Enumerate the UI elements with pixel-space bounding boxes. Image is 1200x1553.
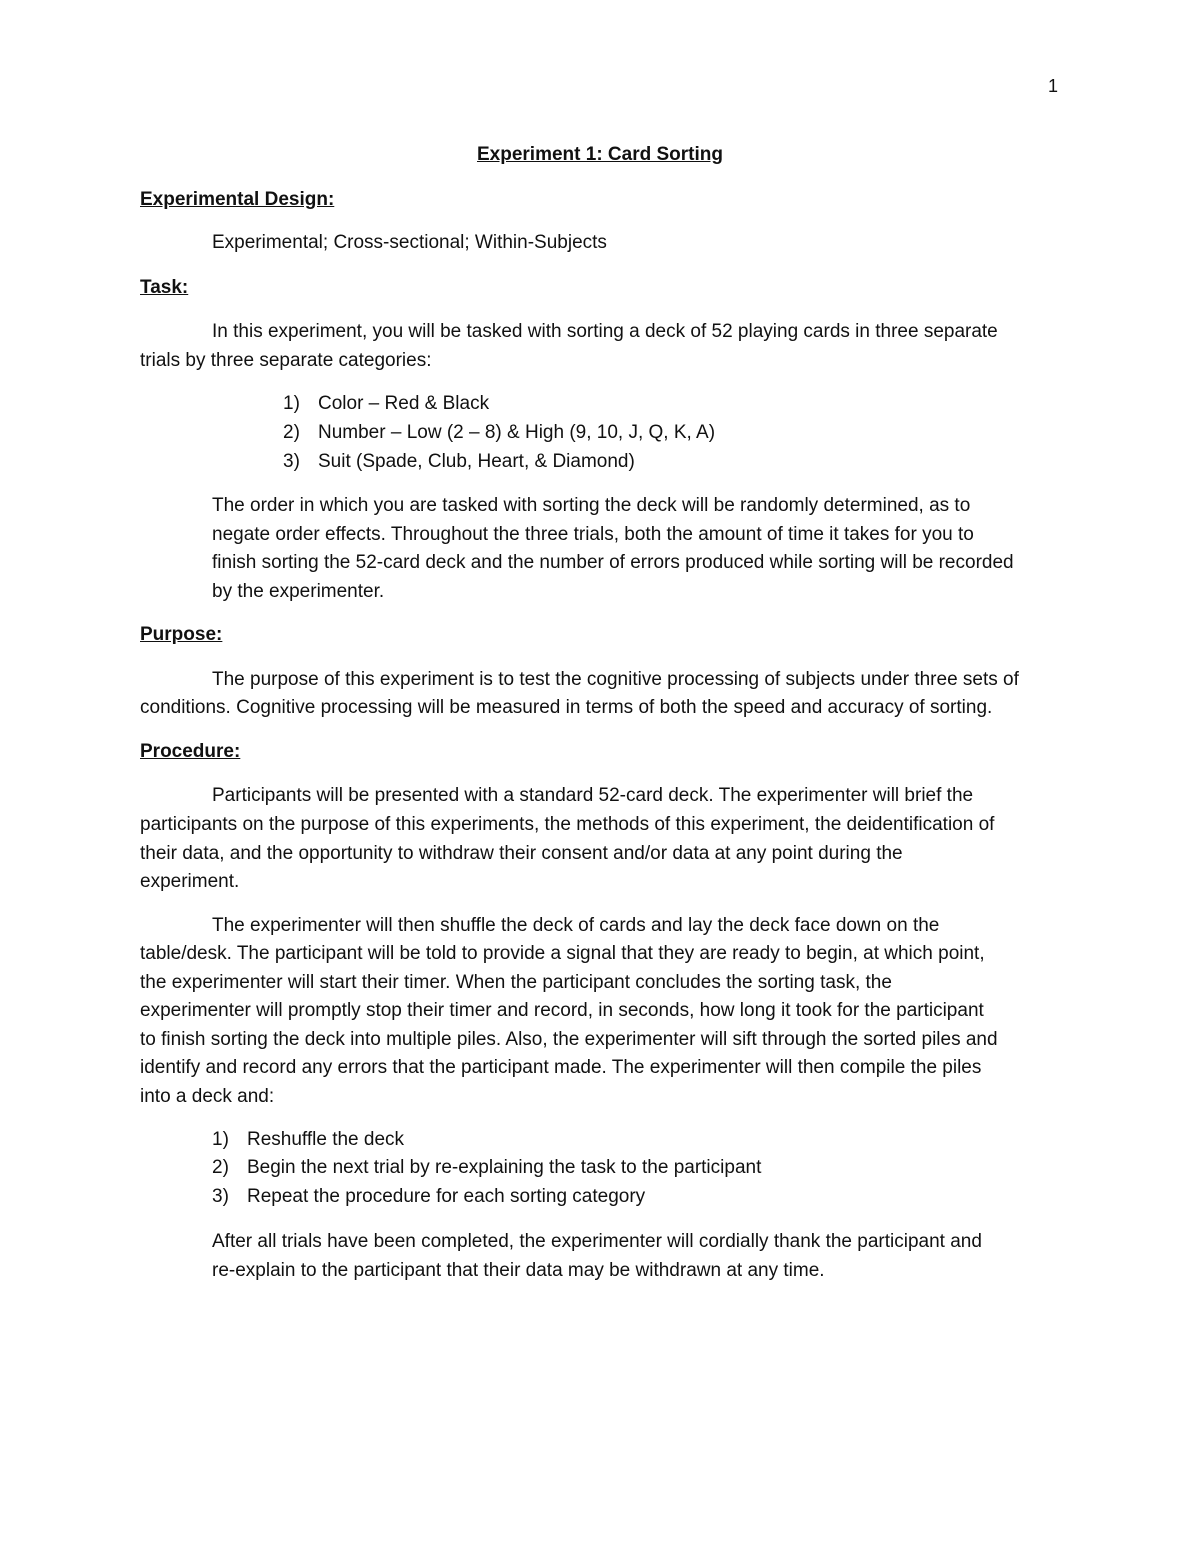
procedure-paragraph-line: table/desk. The participant will be told to provide a signal that they are ready to begin, at which point, xyxy=(140,943,985,964)
list-item-number: 3) xyxy=(212,1186,229,1207)
list-item-number: 3) xyxy=(283,451,300,472)
closing-paragraph-line: re-explain to the participant that their data may be withdrawn at any time. xyxy=(212,1260,825,1281)
procedure-paragraph-line: identify and record any errors that the participant made. The experimenter will then compile the piles xyxy=(140,1057,982,1078)
purpose-heading: Purpose: xyxy=(140,624,223,645)
design-text: Experimental; Cross-sectional; Within-Subjects xyxy=(212,232,607,253)
order-paragraph-line: The order in which you are tasked with sorting the deck will be randomly determined, as to xyxy=(212,495,971,516)
procedure-paragraph-line: the experimenter will start their timer. When the participant concludes the sorting task, the xyxy=(140,972,892,993)
list-item-number: 1) xyxy=(283,393,300,414)
list-item-text: Begin the next trial by re-explaining the task to the participant xyxy=(247,1157,762,1178)
procedure-paragraph-line: experimenter will promptly stop their timer and record, in seconds, how long it took for the participant xyxy=(140,1000,984,1021)
procedure-heading: Procedure: xyxy=(140,741,241,762)
list-item-text: Suit (Spade, Club, Heart, & Diamond) xyxy=(318,451,635,472)
closing-paragraph-line: After all trials have been completed, the experimenter will cordially thank the participant and xyxy=(212,1231,982,1252)
list-item-number: 1) xyxy=(212,1129,229,1150)
list-item-text: Number – Low (2 – 8) & High (9, 10, J, Q, K, A) xyxy=(318,422,716,443)
task-heading: Task: xyxy=(140,277,189,298)
purpose-paragraph-line: The purpose of this experiment is to test the cognitive processing of subjects under three sets of xyxy=(212,669,1019,690)
purpose-paragraph-line: conditions. Cognitive processing will be measured in terms of both the speed and accuracy of sorting. xyxy=(140,697,993,718)
procedure-paragraph-line: to finish sorting the deck into multiple piles. Also, the experimenter will sift through the sorted piles and xyxy=(140,1029,998,1050)
design-heading: Experimental Design: xyxy=(140,189,335,210)
list-item-number: 2) xyxy=(212,1157,229,1178)
document-title: Experiment 1: Card Sorting xyxy=(477,144,723,165)
procedure-paragraph-line: The experimenter will then shuffle the deck of cards and lay the deck face down on the xyxy=(212,915,940,936)
procedure-paragraph-line: into a deck and: xyxy=(140,1086,275,1107)
procedure-paragraph-line: their data, and the opportunity to withdraw their consent and/or data at any point during the xyxy=(140,843,903,864)
order-paragraph-line: negate order effects. Throughout the three trials, both the amount of time it takes for you to xyxy=(212,524,974,545)
list-item-number: 2) xyxy=(283,422,300,443)
procedure-paragraph-line: experiment. xyxy=(140,871,240,892)
order-paragraph-line: by the experimenter. xyxy=(212,581,385,602)
page-number: 1 xyxy=(1048,76,1059,96)
list-item-text: Color – Red & Black xyxy=(318,393,490,414)
procedure-paragraph-line: Participants will be presented with a standard 52-card deck. The experimenter will brief the xyxy=(212,785,974,806)
order-paragraph-line: finish sorting the 52-card deck and the number of errors produced while sorting will be recorded xyxy=(212,552,1014,573)
procedure-paragraph-line: participants on the purpose of this experiments, the methods of this experiment, the deidentification of xyxy=(140,814,995,835)
list-item-text: Repeat the procedure for each sorting category xyxy=(247,1186,646,1207)
task-paragraph-line: trials by three separate categories: xyxy=(140,350,432,371)
list-item-text: Reshuffle the deck xyxy=(247,1129,405,1150)
task-paragraph-line: In this experiment, you will be tasked with sorting a deck of 52 playing cards in three separate xyxy=(212,321,998,342)
